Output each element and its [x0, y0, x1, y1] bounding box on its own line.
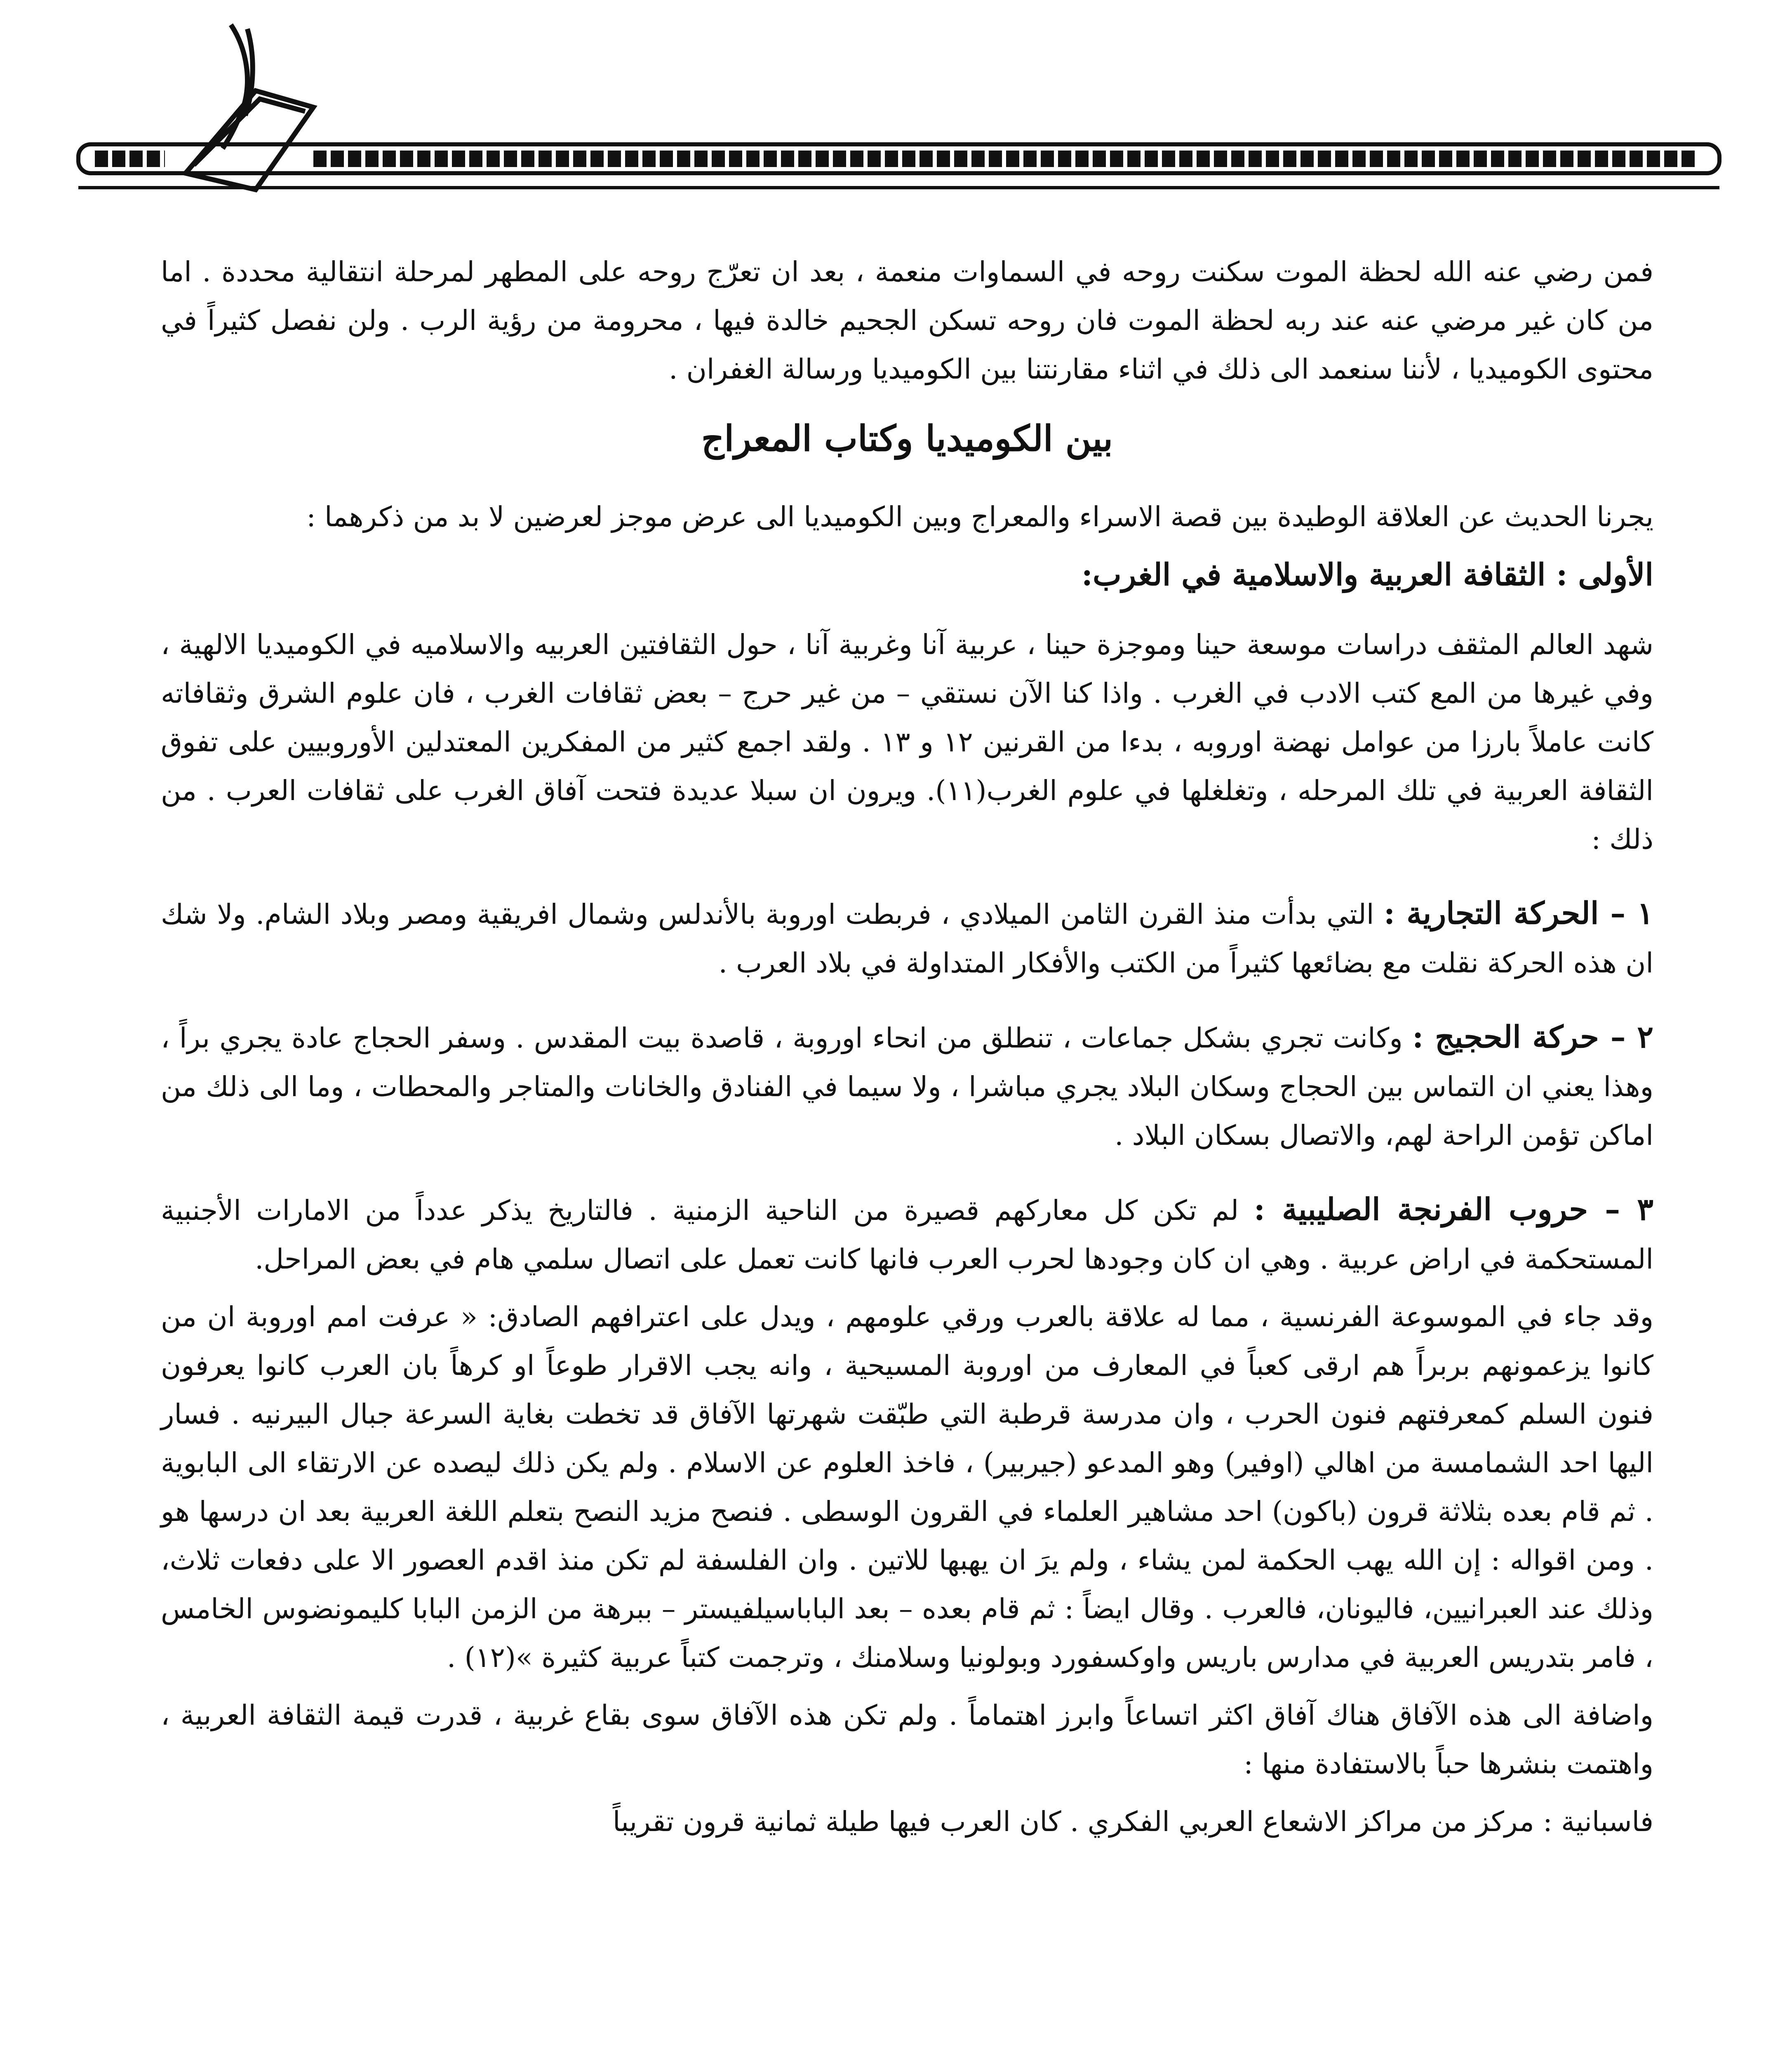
- list-item-crusades: [161, 1185, 1653, 1283]
- spain-paragraph: فاسبانية : مركز من مراكز الاشعاع العربي الفكري . كان العرب فيها طيلة ثمانية قرون تقريباً: [612, 1805, 1653, 1838]
- sub-title: الأولى : الثقافة العربية والاسلامية في الغرب:: [1081, 557, 1653, 593]
- section-intro: يجرنا الحديث عن العلاقة الوطيدة بين قصة الاسراء والمعراج وبين الكوميديا الى عرض موجز لعرضين لا بد من ذكرهما :: [306, 501, 1653, 533]
- list-item-lead: ٢ – حركة الحجيج :: [1412, 1019, 1654, 1055]
- list-item-trade: [161, 889, 1653, 987]
- intro-paragraph: فمن رضي عنه الله لحظة الموت سكنت روحه في السماوات منعمة ، بعد ان تعرّج روحه على المطهر لمرحلة انتقالية محددة . اما من كان غير مرضي عنه عند ربه لحظة الموت فان روحه تسكن الجحيم خالدة فيها ، محرومة من رؤية الرب . ولن نفصل كثيراً في محتوى الكوميديا ، لأننا سنعمد الى ذلك في اثناء مقارنتنا بين الكوميديا ورسالة الغفران .: [161, 256, 1653, 385]
- list-item-lead: ١ – الحركة التجارية :: [1383, 896, 1653, 931]
- list-item-lead: ٣ – حروب الفرنجة الصليبية :: [1253, 1192, 1654, 1227]
- page-body: [161, 247, 1653, 1855]
- list-item-text: التي بدأت منذ القرن الثامن الميلادي ، فربطت اوروبة بالأندلس وشمال افريقية ومصر وبلاد الشام. ولا شك ان هذه الحركة نقلت مع بضائعها كثيراً من الكتب والأفكار المتداولة في بلاد العرب .: [161, 898, 1653, 979]
- section-title: بين الكوميديا وكتاب المعراج: [701, 418, 1113, 459]
- quill-and-book-icon: [186, 25, 313, 190]
- horizons-paragraph: واضافة الى هذه الآفاق هناك آفاق اكثر اتساعاً وابرز اهتماماً . ولم تكن هذه الآفاق سوى بقاع غربية ، قدرت قيمة الثقافة العربية ، واهتمت بنشرها حباً بالاستفادة منها :: [161, 1699, 1653, 1780]
- header-ornament: [0, 0, 1792, 206]
- list-item-text: لم تكن كل معاركهم قصيرة من الناحية الزمنية . فالتاريخ يذكر عدداً من الامارات الأجنبية المستحكمة في اراض عربية . وهي ان كان وجودها لحرب العرب فانها كانت تعمل على اتصال سلمي هام في بعض المراحل.: [161, 1194, 1653, 1275]
- encyclopedia-paragraph: وقد جاء في الموسوعة الفرنسية ، مما له علاقة بالعرب ورقي علومهم ، ويدل على اعترافهم الصادق: « عرفت امم اوروبة ان من كانوا يزعمونهم بربراً هم ارقى كعباً في المعارف من اوروبة المسيحية ، وانه يجب الاقرار طوعاً او كرهاً بان العرب كانوا يعرفون فنون السلم كمعرفتهم فنون الحرب ، وان مدرسة قرطبة التي طبّقت شهرتها الآفاق قد تخطت بغاية السرعة جبال البيرنيه . فسار اليها احد الشمامسة من اهالي (اوفير) وهو المدعو (جيربير) ، فاخذ العلوم عن الاسلام . ولم يكن ذلك ليصده عن الارتقاء الى البابوية . ثم قام بعده بثلاثة قرون (باكون) احد مشاهير العلماء في القرون الوسطى . فنصح مزيد النصح بتعلم اللغة العربية بعد ان درسها هو . ومن اقواله : إن الله يهب الحكمة لمن يشاء ، ولم يرَ ان يهبها للاتين . وان الفلسفة لم تكن منذ اقدم العصور الا على دفعات ثلاث، وذلك عند العبرانيين، فاليونان، فالعرب . وقال ايضاً : ثم قام بعده – بعد الباباسيلفيستر – ببرهة من الزمن البابا كليمونضوس الخامس ، فامر بتدريس العربية في مدارس باريس واوكسفورد وبولونيا وسلامنك ، وترجمت كتباً عربية كثيرة »(١٢) .: [161, 1301, 1653, 1674]
- culture-paragraph: شهد العالم المثقف دراسات موسعة حينا وموجزة حينا ، عربية آنا وغربية آنا ، حول الثقافتين العربيه والاسلاميه في الكوميديا الالهية ، وفي غيرها من المع كتب الادب في الغرب . واذا كنا الآن نستقي – من غير حرج – بعض ثقافات الغرب ، فان علوم الشرق وثقافاته كانت عاملاً بارزا من عوامل نهضة اوروبه ، بدءا من القرنين ١٢ و ١٣ . ولقد اجمع كثير من المفكرين المعتدلين الأوروبيين على تفوق الثقافة العربية في تلك المرحله ، وتغلغلها في علوم الغرب(١١). ويرون ان سبلا عديدة فتحت آفاق الغرب على ثقافات العرب . من ذلك :: [161, 628, 1654, 855]
- list-item-text: وكانت تجري بشكل جماعات ، تنطلق من انحاء اوروبة ، قاصدة بيت المقدس . وسفر الحجاج عادة يجري براً ، وهذا يعني ان التماس بين الحجاج وسكان البلاد يجري مباشرا ، ولا سيما في الفنادق والخانات والمتاجر والمحطات ، وما الى ذلك من اماكن تؤمن الراحة لهم، والاتصال بسكان البلاد .: [161, 1022, 1653, 1151]
- list-item-pilgrims: [161, 1013, 1653, 1160]
